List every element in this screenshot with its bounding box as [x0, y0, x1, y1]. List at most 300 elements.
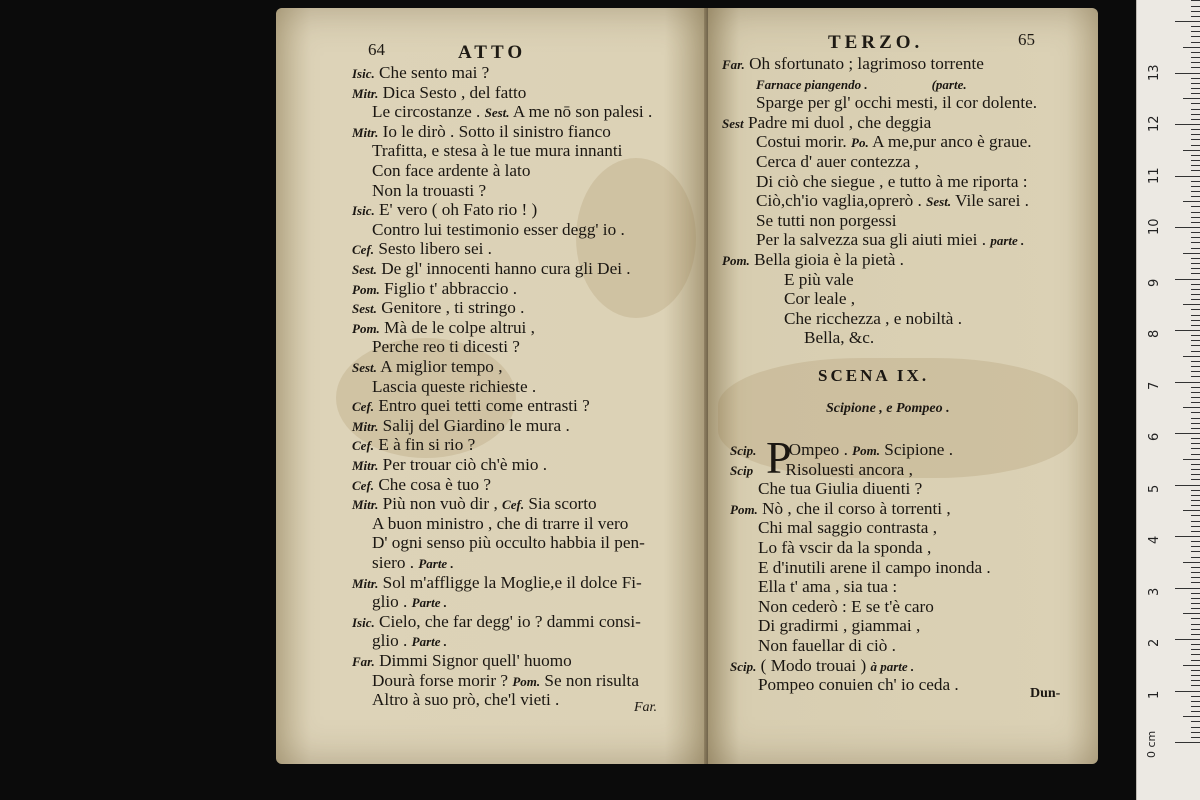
ruler-tick	[1191, 294, 1200, 295]
ruler-tick	[1191, 727, 1200, 728]
line-text: Sesto libero sei .	[378, 239, 492, 259]
line-text: Salij del Giardino le mura .	[382, 415, 570, 435]
text-line	[784, 289, 855, 309]
ruler-tick	[1191, 114, 1200, 115]
ruler-tick	[1191, 191, 1200, 192]
text-line	[756, 230, 1024, 251]
line-text: Io le dirò . Sotto il sinistro fianco	[382, 121, 611, 141]
speaker-name: Pom.	[852, 443, 880, 458]
ruler-tick	[1191, 680, 1200, 681]
line-text: siero .	[372, 553, 419, 572]
line-text: A me nō son palesi .	[512, 102, 653, 122]
ruler-tick	[1175, 485, 1200, 486]
line-text: Più non vuò dir ,	[382, 494, 503, 514]
ruler-tick	[1191, 618, 1200, 619]
line-text: D' ogni senso più occulto habbia il pen-	[372, 533, 645, 553]
ruler-tick	[1191, 479, 1200, 480]
text-line	[352, 318, 535, 339]
text-line	[372, 377, 536, 397]
ruler-number: 1	[1147, 690, 1162, 699]
ruler-tick	[1183, 716, 1200, 717]
ruler-tick	[1191, 582, 1200, 583]
ruler-number: 8	[1147, 329, 1162, 338]
ruler-tick	[1183, 665, 1200, 666]
stage-direction: Parte .	[411, 634, 448, 650]
line-text: A me,pur anco è graue.	[872, 132, 1032, 152]
ruler-tick	[1191, 376, 1200, 377]
text-line	[758, 597, 934, 617]
text-line	[352, 573, 642, 594]
ruler-tick	[1191, 26, 1200, 27]
line-text: Dica Sesto , del fatto	[382, 82, 527, 102]
text-line	[352, 63, 489, 84]
speaker-name: Mitr.	[352, 418, 379, 434]
text-line	[756, 93, 1037, 113]
speaker-name: Scip.	[730, 658, 757, 674]
ruler-number: 12	[1147, 115, 1162, 132]
ruler-tick	[1191, 593, 1200, 594]
speaker-name: Scip.	[730, 443, 757, 458]
ruler-tick	[1191, 397, 1200, 398]
speaker-name: Mitr.	[352, 458, 379, 473]
ruler-tick	[1191, 732, 1200, 733]
ruler-tick	[1191, 721, 1200, 722]
line-text: Sol m'affligge la Moglie,e il dolce Fi-	[382, 572, 642, 592]
ruler-number: 10	[1147, 218, 1162, 235]
line-text: Perche reo ti dicesti ?	[372, 337, 520, 357]
ruler-tick	[1191, 418, 1200, 419]
text-line	[756, 74, 967, 95]
text-line	[352, 475, 491, 496]
stage-direction: Parte .	[411, 595, 448, 611]
line-text: E d'inutili arene il campo inonda .	[758, 557, 991, 577]
ruler-tick	[1191, 670, 1200, 671]
ruler-tick	[1191, 0, 1200, 1]
ruler-tick	[1191, 155, 1200, 156]
ruler-tick	[1191, 443, 1200, 444]
text-line	[758, 577, 897, 597]
line-text: Le circostanze .	[372, 102, 485, 122]
ruler-tick	[1191, 423, 1200, 424]
ruler-number: 11	[1147, 166, 1162, 184]
line-text: Costui morir.	[756, 132, 852, 152]
line-text: Sparge per gl' occhi mesti, il cor dolente.	[756, 93, 1038, 113]
ruler-unit-label: 0 cm	[1145, 730, 1158, 758]
speaker-name: Mitr.	[352, 497, 379, 513]
line-text: De gl' innocenti hanno cura gli Dei .	[381, 259, 631, 278]
line-text: Ella t' ama , sia tua :	[758, 577, 898, 597]
stage-direction: à parte .	[870, 658, 915, 674]
ruler-number: 9	[1147, 278, 1162, 287]
ruler-tick	[1191, 31, 1200, 32]
stage-direction: Farnace piangendo .	[756, 76, 868, 92]
ruler-tick	[1191, 67, 1200, 68]
stage-direction: Parte .	[418, 556, 454, 571]
text-line	[352, 83, 526, 104]
text-line	[352, 416, 570, 437]
ruler-tick	[1191, 109, 1200, 110]
ruler-tick	[1191, 170, 1200, 171]
text-line	[352, 357, 503, 378]
ruler-tick	[1191, 737, 1200, 738]
line-text: Di gradirmi , giammai ,	[758, 616, 921, 636]
text-line	[756, 191, 1029, 212]
line-text: Mà de le colpe altrui ,	[384, 317, 535, 337]
ruler-tick	[1191, 474, 1200, 475]
ruler-tick	[1175, 588, 1200, 589]
ruler-tick	[1191, 299, 1200, 300]
line-text: Cielo, che far degg' io ? dammi consi-	[379, 611, 641, 631]
ruler-tick	[1191, 495, 1200, 496]
left-page	[276, 8, 708, 764]
drop-capital: P	[766, 432, 792, 483]
ruler-tick	[1191, 531, 1200, 532]
text-line	[352, 279, 517, 300]
ruler-tick	[1191, 6, 1200, 7]
text-line	[722, 54, 984, 75]
ruler-tick	[1191, 387, 1200, 388]
speaker-name: Cef.	[502, 497, 525, 513]
line-text: Se non risulta	[544, 670, 639, 690]
text-line	[722, 113, 931, 134]
line-text: Lo fà vscir da la sponda ,	[758, 538, 932, 557]
ruler-number: 2	[1147, 638, 1162, 647]
ruler-tick	[1191, 320, 1200, 321]
ruler-tick	[1191, 248, 1200, 249]
text-line	[372, 181, 486, 201]
speaker-name: Sest	[722, 115, 744, 131]
ruler-tick	[1191, 88, 1200, 89]
line-text: Entro quei tetti come entrasti ?	[378, 396, 590, 416]
line-text: Cor leale ,	[784, 289, 856, 309]
ruler-tick	[1191, 242, 1200, 243]
ruler-tick	[1191, 325, 1200, 326]
ruler-tick	[1175, 742, 1200, 743]
line-text: glio .	[372, 592, 412, 612]
ruler-tick	[1191, 232, 1200, 233]
text-line	[372, 161, 530, 181]
line-text: Dourà forse morir ?	[372, 670, 513, 690]
speaker-name: Pom.	[352, 320, 380, 336]
line-text: Non la trouasti ?	[372, 180, 487, 200]
speaker-name: Pom.	[722, 253, 750, 268]
speaker-name: Isic.	[352, 203, 375, 219]
ruler-tick	[1175, 21, 1200, 22]
ruler-tick	[1191, 551, 1200, 552]
right-catchword: Dun-	[1030, 686, 1061, 701]
ruler-tick	[1191, 603, 1200, 604]
text-line	[352, 396, 590, 417]
ruler-tick	[1191, 428, 1200, 429]
text-line	[352, 455, 547, 476]
line-text: Lascia queste richieste .	[372, 376, 537, 396]
text-line	[756, 132, 1032, 153]
line-text: Padre mi duol , che deggia	[747, 112, 932, 132]
line-text: Bella, &c.	[804, 328, 875, 348]
ruler-tick	[1191, 119, 1200, 120]
speaker-name: Mitr.	[352, 85, 379, 101]
speaker-name: Cef.	[352, 477, 375, 493]
line-text: Non cederò : E se t'è caro	[758, 596, 934, 616]
text-line	[730, 440, 953, 461]
ruler-tick	[1191, 289, 1200, 290]
line-text: Che sento mai ?	[379, 63, 490, 82]
ruler-tick	[1191, 521, 1200, 522]
ruler-tick	[1191, 16, 1200, 17]
ruler-tick	[1191, 500, 1200, 501]
ruler-tick	[1191, 634, 1200, 635]
speaker-name: Mitr.	[352, 575, 379, 591]
line-text: Bella gioia è la pietà .	[754, 250, 904, 269]
ruler-tick	[1175, 382, 1200, 383]
ruler-tick	[1191, 340, 1200, 341]
ruler-tick	[1191, 567, 1200, 568]
ruler-tick	[1191, 36, 1200, 37]
text-line	[758, 675, 959, 695]
ruler-tick	[1191, 165, 1200, 166]
text-line	[352, 122, 611, 143]
ruler-tick	[1191, 660, 1200, 661]
ruler-tick	[1183, 98, 1200, 99]
speaker-name: Sest.	[352, 360, 377, 375]
ruler-tick	[1191, 629, 1200, 630]
text-line	[756, 152, 919, 172]
text-line	[372, 102, 652, 123]
text-line	[784, 270, 854, 290]
line-text: Altro à suo prò, che'l vieti .	[372, 690, 560, 710]
ruler-tick	[1191, 577, 1200, 578]
text-line	[784, 309, 962, 329]
ruler-tick	[1191, 696, 1200, 697]
left-page-number: 64	[368, 40, 385, 59]
text-line	[352, 612, 641, 633]
ruler-tick	[1191, 490, 1200, 491]
open-book	[276, 8, 1098, 764]
ruler-tick	[1191, 526, 1200, 527]
stage-direction: (parte.	[931, 76, 967, 92]
speaker-name: Cef.	[352, 399, 375, 415]
ruler-tick	[1191, 186, 1200, 187]
ruler-tick	[1191, 685, 1200, 686]
speaker-name: Pom.	[352, 281, 380, 297]
ruler-tick	[1191, 644, 1200, 645]
text-line	[722, 250, 904, 271]
text-line	[372, 533, 645, 553]
ruler-tick	[1191, 515, 1200, 516]
text-line	[372, 220, 625, 240]
measuring-ruler	[1136, 0, 1200, 800]
line-text: E più vale	[784, 269, 854, 289]
line-text: Che cosa è tuo ?	[378, 474, 491, 494]
ruler-tick	[1183, 459, 1200, 460]
text-line	[730, 460, 913, 481]
ruler-number: 6	[1147, 432, 1162, 441]
ruler-tick	[1191, 454, 1200, 455]
line-text: Genitore , ti stringo .	[381, 298, 525, 318]
text-line	[758, 636, 896, 656]
ruler-tick	[1191, 258, 1200, 259]
speaker-name: Isic.	[352, 66, 375, 81]
ruler-tick	[1191, 541, 1200, 542]
line-text: Di ciò che siegue , e tutto à me riporta :	[756, 171, 1028, 191]
ruler-tick	[1191, 181, 1200, 182]
ruler-tick	[1183, 510, 1200, 511]
ruler-tick	[1191, 139, 1200, 140]
ruler-tick	[1191, 93, 1200, 94]
ruler-tick	[1191, 129, 1200, 130]
speaker-name: Isic.	[352, 614, 375, 630]
speaker-name: Pom.	[512, 673, 541, 689]
ruler-tick	[1191, 608, 1200, 609]
ruler-tick	[1175, 227, 1200, 228]
text-line	[372, 690, 559, 710]
text-line	[730, 656, 914, 677]
text-line	[372, 671, 639, 692]
speaker-name: Cef.	[352, 242, 375, 258]
ruler-tick	[1175, 536, 1200, 537]
text-line	[758, 558, 991, 578]
speaker-name: Cef.	[352, 438, 375, 454]
line-text: Oh sfortunato ; lagrimoso torrente	[749, 54, 984, 73]
speaker-name: Sest.	[352, 301, 377, 317]
right-page	[708, 8, 1098, 764]
ruler-tick	[1191, 217, 1200, 218]
text-line	[352, 298, 524, 319]
text-line	[352, 259, 631, 280]
line-text: E à fin si rio ?	[378, 435, 476, 455]
text-line	[352, 494, 597, 515]
line-text: Se tutti non porgessi	[756, 210, 897, 230]
line-text: A buon ministro , che di trarre il vero	[372, 513, 629, 533]
text-line	[372, 514, 628, 534]
ruler-tick	[1175, 433, 1200, 434]
ruler-tick	[1191, 706, 1200, 707]
text-line	[372, 553, 454, 574]
speaker-name: Far.	[722, 57, 745, 72]
ruler-tick	[1191, 412, 1200, 413]
line-text: Ompeo .	[788, 440, 853, 459]
ruler-tick	[1191, 361, 1200, 362]
ruler-number: 4	[1147, 535, 1162, 544]
ruler-tick	[1191, 392, 1200, 393]
ruler-tick	[1191, 11, 1200, 12]
ruler-tick	[1191, 469, 1200, 470]
speaker-name: Scip	[730, 462, 754, 478]
text-line	[352, 651, 572, 672]
line-text: ( Modo trouai )	[760, 655, 871, 675]
ruler-tick	[1191, 78, 1200, 79]
line-text: A miglior tempo ,	[380, 357, 503, 376]
ruler-tick	[1191, 145, 1200, 146]
ruler-number: 7	[1147, 381, 1162, 390]
line-text: Con face ardente à lato	[372, 161, 531, 180]
ruler-tick	[1191, 212, 1200, 213]
ruler-number: 3	[1147, 587, 1162, 596]
ruler-tick	[1191, 134, 1200, 135]
ruler-tick	[1191, 546, 1200, 547]
ruler-tick	[1191, 675, 1200, 676]
line-text: Pompeo conuien ch' io ceda .	[758, 675, 959, 695]
text-line	[758, 479, 922, 499]
speaker-name: Mitr.	[352, 124, 379, 140]
ruler-tick	[1175, 124, 1200, 125]
ruler-tick	[1175, 691, 1200, 692]
ruler-tick	[1183, 47, 1200, 48]
ruler-tick	[1183, 613, 1200, 614]
ruler-tick	[1183, 201, 1200, 202]
speaker-name: Po.	[851, 135, 869, 151]
text-line	[372, 141, 622, 161]
ruler-tick	[1175, 176, 1200, 177]
ruler-tick	[1191, 505, 1200, 506]
ruler-number: 5	[1147, 484, 1162, 493]
speaker-name: Far.	[352, 654, 375, 669]
ruler-number: 13	[1147, 63, 1162, 81]
speaker-name: Sest.	[352, 262, 377, 277]
text-line	[756, 172, 1028, 192]
ruler-tick	[1191, 273, 1200, 274]
line-text: Contro lui testimonio esser degg' io .	[372, 219, 625, 239]
line-text: Non fauellar di ciò .	[758, 636, 896, 655]
ruler-tick	[1183, 407, 1200, 408]
ruler-tick	[1191, 309, 1200, 310]
line-text: Che tua Giulia diuenti ?	[758, 479, 923, 499]
text-line	[804, 328, 874, 348]
line-text: Trafitta, e stesa à le tue mura innanti	[372, 141, 623, 161]
ruler-tick	[1191, 624, 1200, 625]
ruler-tick	[1191, 711, 1200, 712]
line-text: glio .	[372, 631, 412, 651]
ruler-tick	[1191, 83, 1200, 84]
line-text: Per trouar ciò ch'è mio .	[382, 455, 548, 474]
ruler-tick	[1191, 598, 1200, 599]
ruler-tick	[1191, 57, 1200, 58]
ruler-tick	[1191, 654, 1200, 655]
text-line	[372, 592, 447, 613]
ruler-tick	[1191, 196, 1200, 197]
ruler-tick	[1175, 330, 1200, 331]
scene-characters: Scipione , e Pompeo .	[826, 401, 950, 416]
speaker-name: Sest.	[484, 105, 510, 121]
ruler-tick	[1191, 315, 1200, 316]
text-line	[352, 435, 475, 456]
line-text: Per la salvezza sua gli aiuti miei .	[756, 230, 991, 250]
ruler-tick	[1191, 52, 1200, 53]
stage-direction: parte .	[990, 233, 1025, 249]
line-text: Sia scorto	[528, 494, 597, 514]
ruler-tick	[1191, 335, 1200, 336]
line-text: Nò , che il corso à torrenti ,	[762, 498, 951, 518]
line-text: Vile sarei .	[955, 191, 1029, 211]
line-text: Chi mal saggio contrasta ,	[758, 518, 938, 538]
ruler-tick	[1191, 268, 1200, 269]
ruler-tick	[1191, 263, 1200, 264]
right-running-header: TERZO.	[828, 32, 924, 53]
ruler-tick	[1191, 448, 1200, 449]
ruler-tick	[1191, 649, 1200, 650]
ruler-tick	[1191, 222, 1200, 223]
left-running-header: ATTO	[458, 42, 527, 63]
ruler-tick	[1191, 42, 1200, 43]
ruler-tick	[1191, 103, 1200, 104]
right-page-number: 65	[1018, 30, 1035, 49]
text-line	[758, 538, 931, 558]
ruler-tick	[1191, 572, 1200, 573]
ruler-tick	[1191, 237, 1200, 238]
text-line	[372, 337, 520, 357]
ruler-tick	[1191, 345, 1200, 346]
ruler-tick	[1191, 62, 1200, 63]
